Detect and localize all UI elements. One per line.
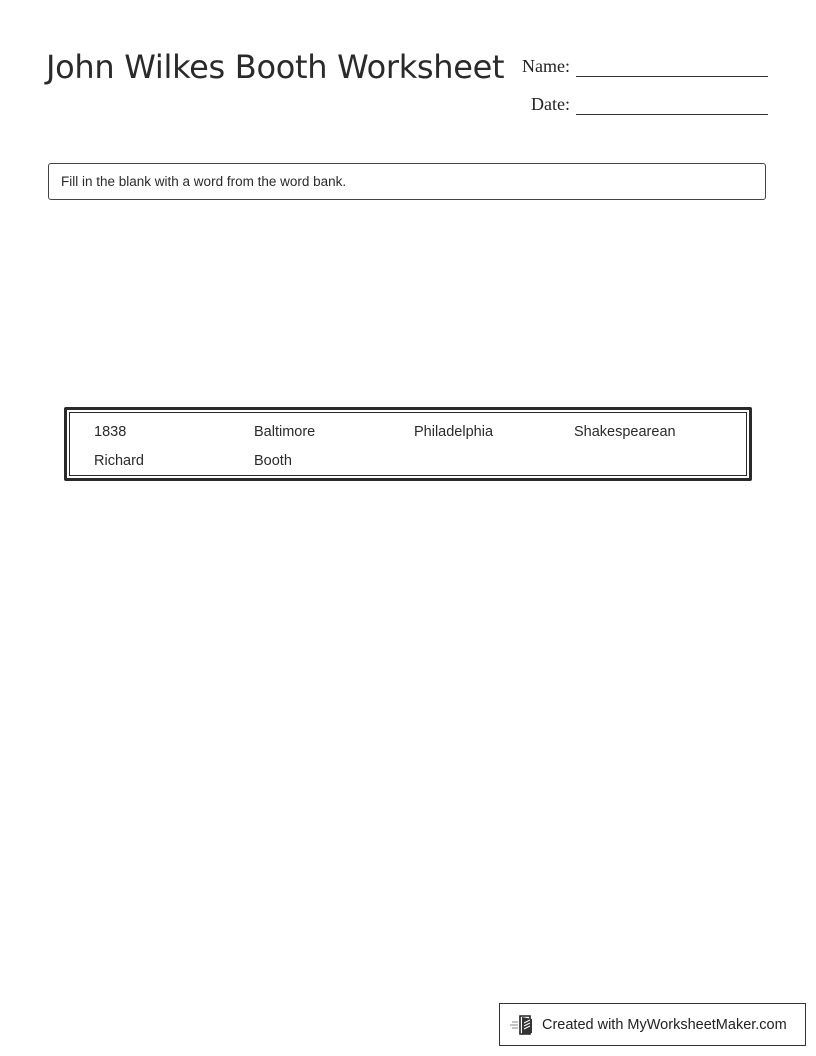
word-bank-inner-border <box>69 412 747 476</box>
word-bank <box>64 407 752 481</box>
worksheet-title: John Wilkes Booth Worksheet <box>46 48 505 86</box>
date-label: Date: <box>531 94 570 114</box>
instructions-box <box>48 163 766 200</box>
word-bank-item: Booth <box>254 452 292 469</box>
footer-text: Created with MyWorksheetMaker.com <box>542 1016 787 1033</box>
name-blank-line[interactable] <box>576 52 768 77</box>
myworksheetmaker-logo-icon <box>510 1014 536 1036</box>
name-label: Name: <box>522 56 570 76</box>
word-bank-grid <box>94 422 734 479</box>
word-bank-item: 1838 <box>94 424 127 440</box>
word-bank-item: Baltimore <box>254 424 316 440</box>
name-field <box>500 52 768 77</box>
footer-badge[interactable] <box>499 1003 806 1046</box>
word-bank-item: Shakespearean <box>574 424 676 440</box>
word-bank-item: Richard <box>94 452 144 469</box>
date-field <box>500 90 768 115</box>
date-blank-line[interactable] <box>576 90 768 115</box>
instructions-text: Fill in the blank with a word from the word bank. <box>61 174 347 189</box>
word-bank-item: Philadelphia <box>414 424 494 440</box>
